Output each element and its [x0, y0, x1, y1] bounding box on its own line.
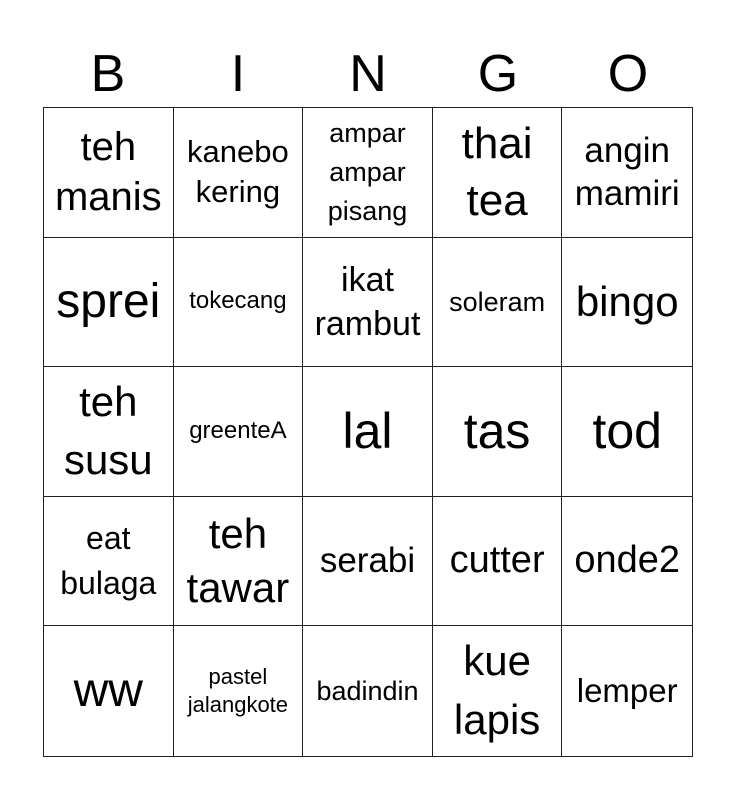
bingo-cell[interactable] [303, 108, 433, 238]
bingo-cell[interactable] [433, 238, 563, 368]
bingo-cell[interactable] [433, 367, 563, 497]
bingo-cell[interactable] [44, 108, 174, 238]
bingo-cell[interactable] [562, 497, 692, 627]
bingo-cell[interactable] [174, 497, 304, 627]
bingo-cell[interactable] [303, 626, 433, 756]
bingo-cell[interactable] [44, 367, 174, 497]
bingo-cell-label: teh tawar [186, 509, 290, 612]
bingo-cell[interactable] [303, 497, 433, 627]
bingo-header [43, 42, 693, 106]
header-letter-n: N [349, 45, 387, 103]
bingo-cell-label: teh manis [54, 125, 162, 220]
bingo-cell-label: ampar ampar pisang [327, 117, 408, 226]
bingo-cell-label: greenteA [189, 417, 287, 445]
bingo-cell[interactable] [44, 238, 174, 368]
bingo-cell[interactable] [174, 108, 304, 238]
bingo-cell-label: onde2 [574, 539, 681, 582]
bingo-cell-label: tokecang [189, 287, 287, 315]
bingo-cell[interactable] [562, 108, 692, 238]
bingo-cell[interactable] [562, 626, 692, 756]
bingo-cell[interactable] [174, 626, 304, 756]
bingo-cell[interactable] [562, 238, 692, 368]
bingo-cell[interactable] [562, 367, 692, 497]
bingo-cell-label: cutter [449, 539, 545, 582]
bingo-cell[interactable] [433, 497, 563, 627]
bingo-cell-label: soleram [449, 286, 546, 317]
bingo-cell-label: bingo [575, 277, 679, 325]
bingo-cell[interactable] [303, 367, 433, 497]
bingo-cell-label: lal [342, 403, 393, 460]
bingo-cell[interactable] [44, 497, 174, 627]
bingo-cell[interactable] [174, 367, 304, 497]
bingo-cell-label: thai tea [461, 119, 533, 226]
bingo-cell[interactable] [433, 626, 563, 756]
bingo-cell-label: sprei [56, 275, 161, 329]
bingo-cell-label: serabi [319, 541, 416, 581]
bingo-cell-label: badindin [316, 676, 419, 706]
bingo-cell[interactable] [174, 238, 304, 368]
bingo-cell-label: kue lapis [453, 637, 541, 744]
bingo-cell-label: ww [73, 664, 143, 718]
header-letter-o: O [607, 45, 649, 103]
header-letter-b: B [90, 45, 126, 103]
bingo-cell-label: kanebo kering [187, 134, 289, 210]
bingo-cell-label: eat bulaga [60, 520, 157, 602]
bingo-cell[interactable] [303, 238, 433, 368]
header-letter-i: I [230, 45, 246, 103]
bingo-card-grid [43, 107, 693, 757]
bingo-cell[interactable] [433, 108, 563, 238]
bingo-cell-label: ikat rambut [314, 260, 421, 343]
header-letter-g: G [477, 45, 519, 103]
bingo-cell[interactable] [44, 626, 174, 756]
bingo-cell-label: teh susu [63, 377, 153, 484]
bingo-cell-label: angin mamiri [574, 130, 680, 214]
bingo-cell-label: tas [463, 403, 531, 460]
bingo-cell-label: lemper [576, 672, 678, 710]
bingo-cell-label: pastel jalangkote [187, 663, 289, 718]
bingo-cell-label: tod [592, 403, 662, 460]
